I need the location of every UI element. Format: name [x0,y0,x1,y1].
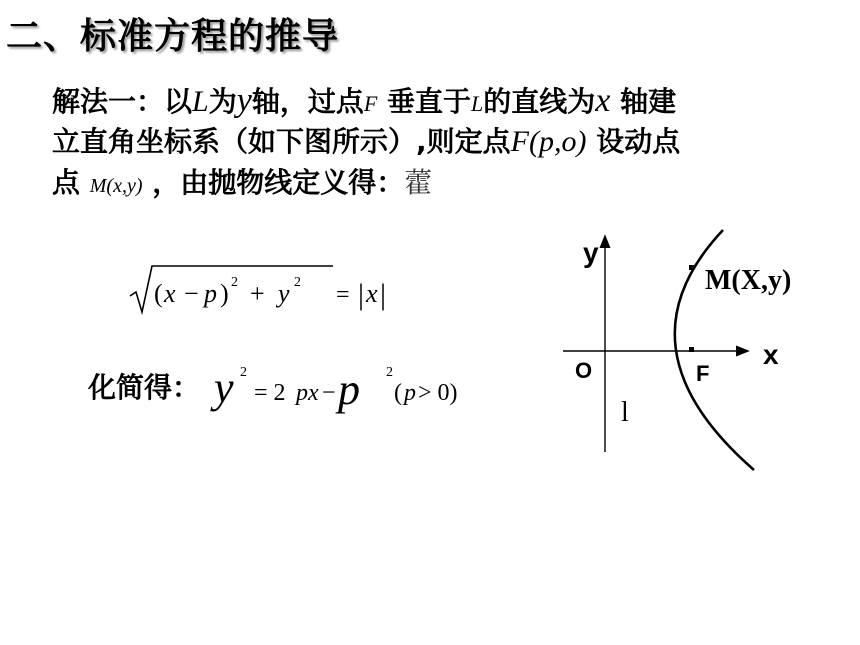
stray-character: 藿 [404,166,433,199]
focus-marker [689,347,694,352]
eq1-y: y [278,279,290,308]
x-axis-symbol: x [595,82,611,119]
eq2-minus: − [322,380,336,406]
eq1-equals: = [336,282,350,308]
paragraph-line-2 [52,121,842,162]
distance-equation [128,262,398,318]
simplify-label: 化简得： [88,371,201,404]
line1-text-c: 轴，过点 [251,85,364,118]
y-axis-symbol: y [236,82,252,119]
eq1-x: x [164,279,176,308]
eq2-p: p [338,365,360,414]
eq1-rparen: ) [220,279,229,308]
line1-text-a: 解法一：以 [52,85,193,118]
eq1-minus: − [184,279,199,308]
point-m-label: M(X,y) [705,265,792,296]
eq1-exponent-1: 2 [231,275,238,290]
eq1-p: p [204,279,217,308]
eq2-cond-p: p [404,380,416,406]
eq2-cond-rest: > 0) [418,380,458,406]
line1-text-e: 的直线为 [483,85,596,118]
y-axis-label: y [583,237,599,268]
eq2-exponent-1: 2 [240,365,247,380]
line3-text-b: ，由抛物线定义得： [142,166,405,199]
directrix-symbol: L [192,85,209,118]
eq1-abs-right: | [380,278,387,311]
line1-text-f: 轴建 [610,85,677,118]
eq2-exponent-2: 2 [386,365,393,380]
standard-equation [210,356,500,416]
eq1-abs-x: x [366,279,378,308]
eq2-y: y [214,363,234,412]
moving-point-formula: M(x,y) [89,175,143,197]
parabola-diagram [555,225,835,475]
eq1-abs-left: | [358,278,365,311]
directrix-symbol-2: L [471,91,484,116]
eq2-cond-open: ( [394,380,402,406]
paragraph-line-1 [52,80,842,121]
x-axis-label: x [763,339,779,370]
method-paragraph [52,80,842,203]
focus-symbol: F [363,91,378,116]
line2-text-b: 设动点 [586,125,681,158]
paragraph-line-3 [52,162,842,203]
line1-text-d: 垂直于 [377,85,472,118]
origin-label: O [575,358,593,383]
page-title: 二、标准方程的推导 [6,16,340,57]
line3-text-a: 点 [52,166,90,199]
point-m-marker [689,265,694,270]
focus-point-formula: F(p,o) [510,125,587,158]
eq1-exponent-2: 2 [294,275,301,290]
eq2-equals-two: = 2 [254,380,286,406]
line2-text-a: 立直角坐标系（如下图所示）,则定点 [52,125,511,158]
eq2-px: px [296,380,319,406]
directrix-label: l [621,397,629,428]
eq1-lparen: ( [154,279,163,308]
eq1-plus: + [250,279,265,308]
focus-label: F [696,361,710,386]
line1-text-b: 为 [208,85,237,118]
